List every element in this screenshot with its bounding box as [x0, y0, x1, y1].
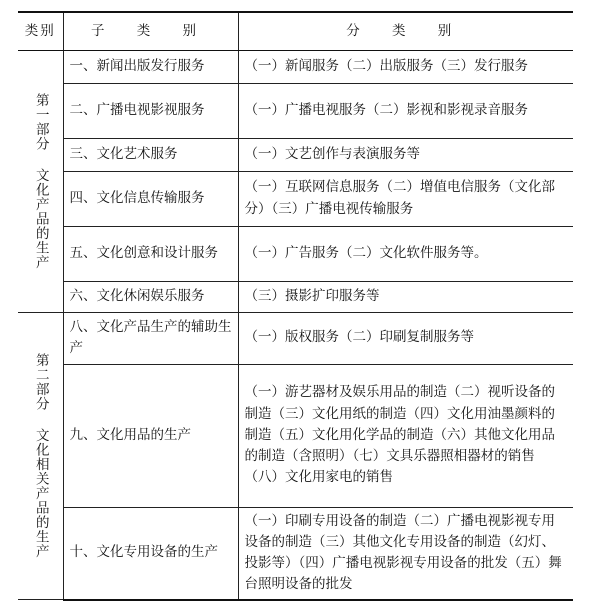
header-subcategory: [63, 12, 238, 50]
category-part-two: 第二部分 文化相关产品的生产: [32, 353, 49, 559]
subcategory-cell: 八、文化产品生产的辅助生产: [63, 312, 238, 364]
subcategory-cell: 三、文化艺术服务: [63, 138, 238, 171]
division-cell: （一）印刷专用设备的制造（二）广播电视影视专用设备的制造（三）其他文化专用设备的制造（幻灯、投影等）（四）广播电视影视专用设备的批发（五）舞台照明设备的批发: [238, 507, 573, 600]
category-cell-part-one: [18, 50, 63, 312]
subcategory-cell: 五、文化创意和设计服务: [63, 226, 238, 281]
category-part-one: 第一部分 文化产品的生产: [32, 92, 49, 270]
table-row: [18, 138, 573, 171]
division-cell: （一）广播电视服务（二）影视和影视录音服务: [238, 83, 573, 138]
category-cell-part-two: [18, 312, 63, 600]
table-row: [18, 83, 573, 138]
table-row: [18, 171, 573, 226]
table-row: [18, 507, 573, 600]
division-cell: （一）游艺器材及娱乐用品的制造（二）视听设备的制造（三）文化用纸的制造（四）文化用油墨颜料的制造（五）文化用化学品的制造（六）其他文化用品的制造（含照明）（七）文具乐器照相器材的销售（八）文化用家电的销售: [238, 364, 573, 507]
subcategory-cell: 四、文化信息传输服务: [63, 171, 238, 226]
table-row: [18, 312, 573, 364]
table-row: [18, 364, 573, 507]
header-row: [18, 12, 573, 50]
division-cell: （三）摄影扩印服务等: [238, 281, 573, 312]
classification-table: [18, 11, 573, 601]
table-row: [18, 281, 573, 312]
subcategory-cell: 一、新闻出版发行服务: [63, 50, 238, 83]
division-cell: （一）互联网信息服务（二）增值电信服务（文化部分）（三）广播电视传输服务: [238, 171, 573, 226]
subcategory-cell: 二、广播电视影视服务: [63, 83, 238, 138]
header-division: [238, 12, 573, 50]
subcategory-cell: 六、文化休闲娱乐服务: [63, 281, 238, 312]
division-cell: （一）文艺创作与表演服务等: [238, 138, 573, 171]
subcategory-cell: 九、文化用品的生产: [63, 364, 238, 507]
subcategory-cell: 十、文化专用设备的生产: [63, 507, 238, 600]
table-row: [18, 226, 573, 281]
division-cell: （一）广告服务（二）文化软件服务等。: [238, 226, 573, 281]
division-cell: （一）新闻服务（二）出版服务（三）发行服务: [238, 50, 573, 83]
header-subcategory-text: 子 类 别: [90, 22, 211, 39]
header-division-text: 分 类 别: [346, 22, 466, 39]
header-category: 类别: [18, 12, 63, 50]
division-cell: （一）版权服务（二）印刷复制服务等: [238, 312, 573, 364]
table-row: [18, 50, 573, 83]
